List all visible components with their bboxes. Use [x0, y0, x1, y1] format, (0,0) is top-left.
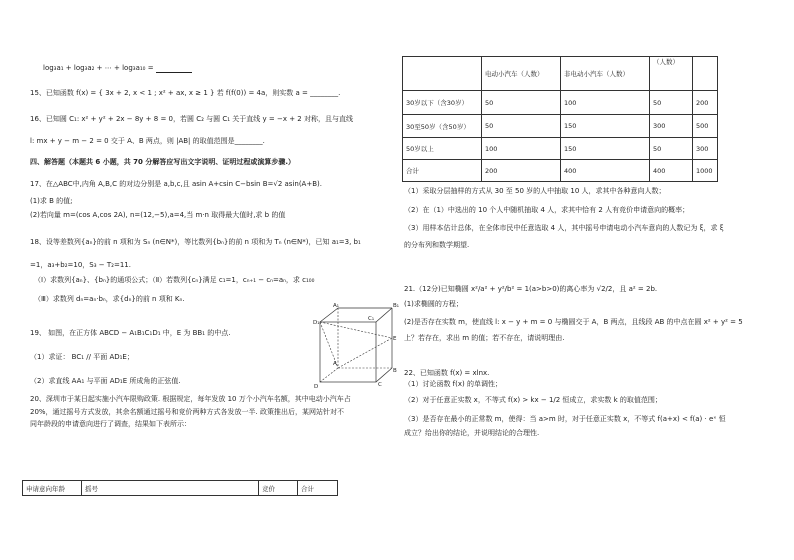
question-20-line3: 同年龄段的申请意向进行了调查，结果如下表所示： [30, 420, 191, 428]
question-21-part1: (1)求椭圆的方程； [404, 300, 463, 308]
table-cell: 300 [693, 138, 718, 160]
question-22-stem: 22、已知函数 f(x) = xlnx. [404, 369, 490, 377]
table-cell: 合计 [298, 481, 338, 496]
question-19-part1: （1）求证： BC₁ // 平面 AD₁E； [30, 353, 134, 361]
cube-figure [308, 302, 398, 390]
question-21-stem: 21.（12分)已知椭圆 x²/a² + y²/b² = 1(a>b>0)的离心率为 √2/2，且 a² = 2b. [404, 285, 658, 293]
table-cell: 50 [650, 91, 693, 115]
q14-text: log₃a₁ + log₃a₂ + ⋯ + log₃a₁₀ = [43, 64, 154, 72]
table-header-cell [403, 57, 482, 91]
table-cell: 50岁以上 [403, 138, 482, 160]
table-cell: 竞价 [259, 481, 298, 496]
intention-table [22, 480, 338, 496]
table-cell: 100 [561, 91, 650, 115]
question-22-part2: （2）对于任意正实数 x，不等式 f(x) > kx − 1/2 恒成立，求实数 k 的取值范围； [404, 396, 662, 404]
table-cell: 50 [482, 115, 561, 138]
table-row [403, 115, 718, 138]
table-cell: 200 [693, 91, 718, 115]
question-20-part3-line2: 的分布列和数学期望. [404, 241, 470, 249]
question-22-part3-line2: 成立？给出你的结论，并说明结论的合理性. [404, 429, 540, 437]
table-cell: 申请意向年龄 [23, 481, 82, 496]
cube-edge [376, 308, 392, 322]
question-16-line2: l: mx + y − m − 2 = 0 交于 A、B 两点，则 |AB| 的取值范围是________. [30, 137, 265, 145]
table-row [403, 160, 718, 182]
label-b1: B₁ [393, 303, 399, 309]
question-18-line2: =1，a₃+b₂=10，S₃ − T₂=11. [30, 261, 131, 269]
table-cell: 摇号 [82, 481, 259, 496]
table-cell: 400 [650, 160, 693, 182]
answer-blank [156, 65, 192, 73]
question-20-part1: （1）采取分层抽样的方式从 30 至 50 岁的人中抽取 10 人，求其中各种意向人数； [404, 187, 666, 195]
question-18-line1: 18、设等差数列{aₙ}的前 n 项和为 Sₙ (n∈N*)，等比数列{bₙ}的前 n 项和为 Tₙ (n∈N*)，已知 a₁=3, b₁ [30, 238, 361, 246]
table-header-cell [693, 57, 718, 91]
label-e: E [393, 336, 397, 342]
table-header-cell: 非电动小汽车（人数） [561, 57, 650, 91]
survey-table [402, 56, 718, 182]
label-a1: A₁ [333, 303, 339, 309]
question-20-line1: 20、深圳市于某日起实施小汽车限购政策. 根据规定，每年发放 10 万个小汽车名额，其中电动小汽车占 [30, 395, 351, 403]
table-header-cell: （人数） [650, 57, 693, 91]
label-d: D [314, 384, 319, 390]
question-17-part1: (1)求 B 的值; [30, 197, 73, 205]
table-header-cell: 电动小汽车（人数） [482, 57, 561, 91]
table-cell: 200 [482, 160, 561, 182]
q14-line [43, 64, 192, 73]
question-20-part3-line1: （3）用样本估计总体，在全体市民中任意选取 4 人，其中摇号申请电动小汽车意向的人数记为 ξ，求 ξ [404, 224, 724, 232]
label-c1: C₁ [368, 316, 375, 322]
table-cell: 30至50岁（含50岁） [403, 115, 482, 138]
table-cell: 50 [482, 91, 561, 115]
label-b: B [393, 368, 397, 374]
question-21-part2-line2: 上？若存在，求出 m 的值；若不存在，请说明理由. [404, 334, 565, 342]
question-18-part1: （Ⅰ）求数列{aₙ}、{bₙ}的通项公式；（Ⅱ）若数列{cₙ}满足 c₁=1，cₙ₊₁ − cₙ=aₙ，求 c₁₀₀ [34, 276, 315, 284]
section-heading: 四、解答题（本题共 6 小题，共 70 分解答应写出文字说明、证明过程或演算步骤.） [30, 158, 296, 166]
question-16-line1: 16、已知圆 C₁: x² + y² + 2x − 8y + 8 = 0，若圆 C₂ 与圆 C₁ 关于直线 y = −x + 2 对称，且与直线 [30, 115, 353, 123]
table-cell: 合计 [403, 160, 482, 182]
table-cell: 150 [561, 115, 650, 138]
question-20-line2: 20%，通过摇号方式发放，其余名额通过摇号和竞价两种方式各发放一半. 政策推出后，某网站针对不 [30, 408, 345, 416]
question-19-stem: 19、 如图，在正方体 ABCD − A₁B₁C₁D₁ 中，E 为 BB₁ 的中点. [30, 329, 231, 337]
table-cell: 500 [693, 115, 718, 138]
cube-edge [376, 368, 392, 382]
cube-hidden-edge [320, 368, 338, 382]
table-header-row [403, 57, 718, 91]
question-17-part2: (2)若向量 m=(cos A,cos 2A), n=(12,−5),a=4,当 m·n 取得最大值时,求 b 的值 [30, 211, 286, 219]
question-21-part2-line1: (2)是否存在实数 m，使直线 l: x − y + m = 0 与椭圆交于 A，B 两点，且线段 AB 的中点在圆 x² + y² = 5 [404, 318, 743, 326]
table-row [403, 91, 718, 115]
table-cell: 100 [482, 138, 561, 160]
cube-hidden-edge [338, 338, 392, 368]
label-a: A [333, 361, 337, 367]
table-row [403, 138, 718, 160]
question-22-part3-line1: （3）是否存在最小的正常数 m，使得：当 a>m 时，对于任意正实数 x，不等式 f(a+x) < f(a) · eˣ 恒 [404, 415, 726, 423]
question-15: 15、已知函数 f(x) = { 3x + 2, x < 1 ; x² + ax, x ≥ 1 } 若 f(f(0)) = 4a，则实数 a = ________. [30, 89, 341, 97]
table-cell: 1000 [693, 160, 718, 182]
table-cell: 50 [650, 138, 693, 160]
label-c: C [378, 382, 382, 388]
question-19-part2: （2）求直线 AA₁ 与平面 AD₁E 所成角的正弦值. [30, 377, 181, 385]
question-20-part2: （2）在（1）中选出的 10 个人中随机抽取 4 人，求其中恰有 2 人有竞价申请意向的概率； [404, 206, 690, 214]
question-17-stem: 17、在△ABC中,内角 A,B,C 的对边分别是 a,b,c,且 asin A+csin C−bsin B=√2 asin(A+B). [30, 180, 322, 188]
table-row [23, 481, 338, 496]
cube-front-face [320, 322, 376, 382]
cube-edge [320, 308, 338, 322]
table-cell: 150 [561, 138, 650, 160]
label-d1: D₁ [313, 320, 320, 326]
cube-hidden-edge [320, 322, 392, 338]
question-18-part3: （Ⅲ）求数列 dₙ=aₙ·bₙ，求{dₙ}的前 n 项和 Kₙ. [34, 295, 185, 303]
table-cell: 30岁以下（含30岁） [403, 91, 482, 115]
table-cell: 400 [561, 160, 650, 182]
question-22-part1: （1）讨论函数 f(x) 的单调性； [404, 380, 502, 388]
table-cell: 300 [650, 115, 693, 138]
